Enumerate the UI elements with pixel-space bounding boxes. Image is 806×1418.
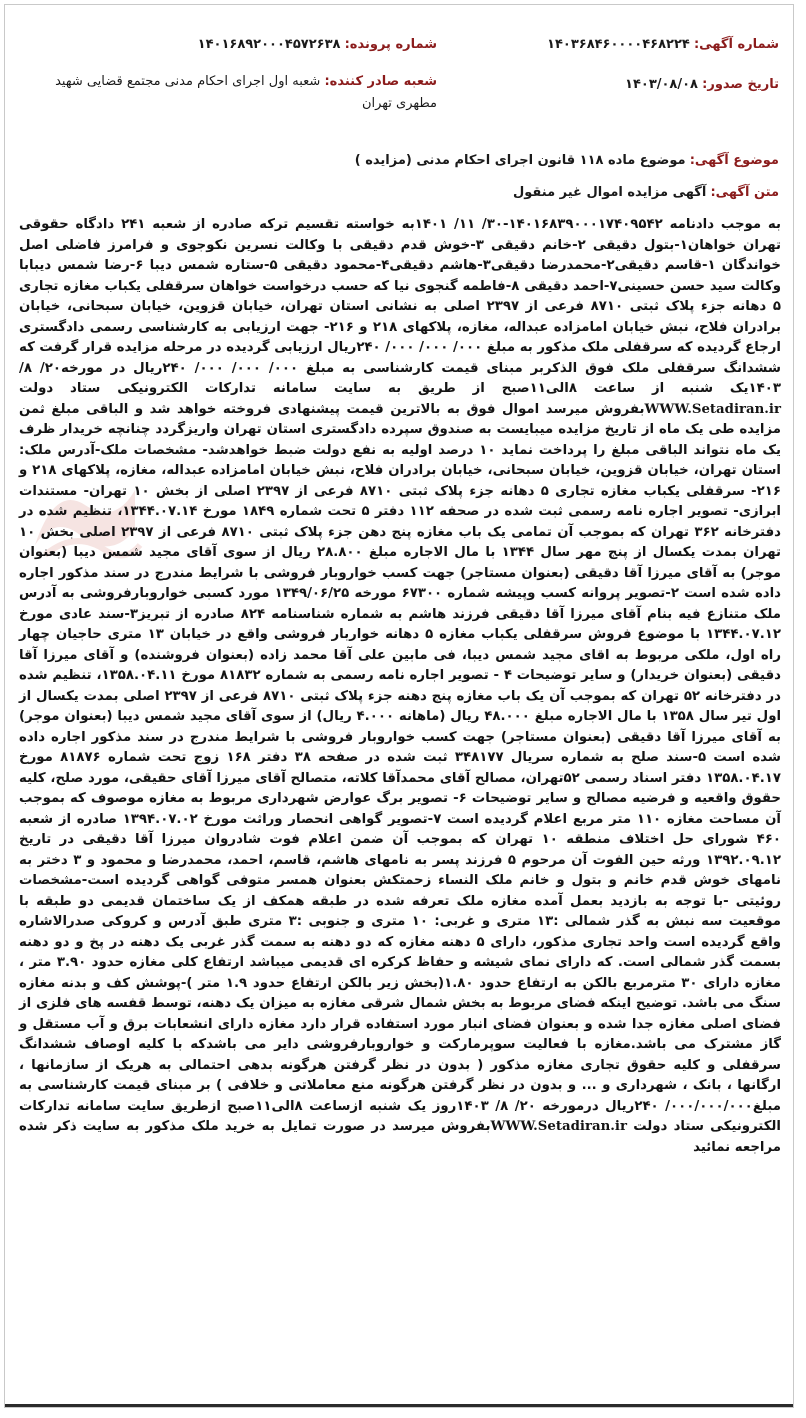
subject-value: موضوع ماده ۱۱۸ قانون اجرای احکام مدنی (مزایده ) — [354, 153, 686, 168]
notice-number-value: ۱۴۰۳۶۸۴۶۰۰۰۰۴۶۸۲۲۴ — [547, 37, 690, 52]
notice-title: آگهی مزایده اموال غیر منقول — [513, 185, 707, 200]
bottom-divider — [5, 1404, 793, 1407]
notice-text-heading — [513, 183, 779, 203]
notice-text-label: متن آگهی: — [710, 185, 779, 200]
setadiran-link-2[interactable]: WWW.Setadiran.ir — [490, 1119, 627, 1134]
issue-date-label: تاریخ صدور: — [702, 77, 779, 92]
issue-date-value: ۱۴۰۳/۰۸/۰۸ — [625, 77, 698, 92]
issuing-branch-value: شعبه اول اجرای احکام مدنی مجتمع قضایی شهید مطهری تهران — [55, 74, 437, 111]
notice-number-row — [547, 35, 779, 55]
subject-row — [355, 151, 779, 171]
issue-date-row — [625, 75, 779, 95]
notice-body-part2: بفروش میرسد اموال فوق به بالاترین قیمت پیشنهادی فروخته خواهد شد و الباقی مبلغ ثمن مزایده طی یک ماه از تاریخ مزایده میبایست به صندوق سپرده دادگستری استان تهران واریزگردد چنانچه خریدار ظرف یک ماه نتواند الباقی مبلغ را پرداخت نماید ۱۰ درصد اولیه به نفع دولت ضبط خواهدشد- مشخصات ملک-آدرس ملک: استان تهران، خیابان قزوین، خیابان سبحانی، خیابان برادران فلاح، نبش خیابان امامزاده عبداله، مغازه، پلاکهای ۲۱۸ و ۲۱۶- سرقفلی یکباب مغازه تجاری ۵ دهانه جزء پلاک ثبتی ۸۷۱۰ فرعی از ۲۳۹۷ اصلی از بخش ۱۰ تهران- مستندات ابرازی- تصویر اجاره نامه رسمی ثبت شده در صحفه ۱۱۲ دفتر ۵ تحت شماره ۱۸۴۹ مورخ ۱۳۴۴.۰۷.۱۴، تنظیم شده در دفترخانه ۳۶۲ تهران که بموجب آن تمامی یک باب مغازه پنج دهن جزء پلاک ثبتی ۸۷۱۰ فرعی از ۲۳۹۷ اصلی بخش ۱۰ تهران بمدت یکسال از پنج مهر سال ۱۳۴۴ با مال الاجاره مبلغ ۲۸.۸۰۰ ریال از سوی آقای مجید شمس دیبا (بعنوان موجر) به آقای میرزا آقا دقیقی (بعنوان مستاجر) جهت کسب خواروبار فروشی با شرایط مندرج در سند مذکور اجاره داده شده است ۲-تصویر پروانه کسب وپیشه شماره ۶۷۳۰۰ مورخه ۱۳۴۹/۰۶/۲۵ مورد کسبی خواروبارفروشی به آدرس ملک متنازع فیه بنام آقای میرزا آقا دقیقی فرزند هاشم به شماره شناسنامه ۸۲۴ صادره از تبریز۳-سند عادی مورخ ۱۳۴۴.۰۷.۱۲ با موضوع فروش سرقفلی یکباب مغازه ۵ دهانه خواربار فروشی واقع در خیابان ۱۳ متری حاجیان چهار راه اول، ملکی مربوط به اقای مجید شمس دیبا، فی مابین علی آقا محمد زاده (بعنوان فروشنده) و آقای میرزا آقا دقیقی (بعنوان خریدار) و سایر توضیحات ۴ - تصویر اجاره نامه رسمی به شماره ۸۱۸۳۲ مورخ ۱۳۵۸.۰۴.۱۱، تنظیم شده در دفترخانه ۵۲ تهران که بموجب آن یک باب مغازه پنج دهنه جزء پلاک ثبتی ۸۷۱۰ فرعی از ۲۳۹۷ اصلی بمدت یکسال از اول تیر سال ۱۳۵۸ با مال الاجاره مبلغ ۴۸.۰۰۰ ریال (ماهانه ۴.۰۰۰ ریال) از سوی آقای مجید شمس دیبا (بعنوان موجر) به آقای میرزا آقا دقیقی (بعنوان مستاجر) جهت کسب خواروبار فروشی با شرایط مندرج در سند مذکور اجاره داده شده است ۵-سند صلح به شماره سریال ۳۴۸۱۷۷ ثبت شده در صفحه ۳۸ دفتر ۱۶۸ زوج تحت شماره ۸۱۸۷۶ مورخ ۱۳۵۸.۰۴.۱۷ دفتر اسناد رسمی ۵۲تهران، مصالح آقای محمدآقا کلاته، متصالح آقای میرزا آقای حقیقی، مورد صلح، کلیه حقوق واقعیه و فرضیه مصالح و سایر توضیحات ۶- تصویر برگ عوارض شهرداری مربوط به مغازه موصوف که بموجب آن مساحت مغازه ۱۱۰ متر مربع اعلام گردیده است ۷-تصویر گواهی انحصار وراثت مورخ ۱۳۹۴.۰۷.۰۲ صادره از شعبه ۴۶۰ شورای حل اختلاف منطقه ۱۰ تهران که بموجب آن ضمن اعلام فوت شادروان میرزا آقا دقیقی در تاریخ ۱۳۹۲.۰۹.۱۲ ورثه حین الفوت آن مرحوم ۵ فرزند پسر به نامهای هاشم، قاسم، احمد، محمدرضا و محمود و ۳ دختر به نامهای خوش قدم خانم و بتول و خانم ملک النساء زحمتکش بعنوان همسر متوفی گواهی گردیده است-مشخصات روئیتی -با توجه به بازدید بعمل آمده مغازه ملک تعرفه شده در طبقه همکف از یک ساختمان قدیمی دو طبقه با موقعیت سه نبش به گذر شمالی :۱۳ متری و غربی: ۱۰ متری و جنوبی :۳ متری طبق آدرس و کروکی صدرالاشاره واقع گردیده است واحد تجاری مذکور، دارای ۵ دهنه مغازه که دو دهنه به سمت گذر غربی یک دهنه در پخ و دو دهنه بسمت گذر شمالی است. که دارای نمای شیشه و حفاظ کرکره ای قدیمی میباشد ارتفاع کلی مغازه حدود ۳.۹۰ متر ، مغازه دارای ۳۰ مترمربع بالکن به ارتفاع حدود ۱.۸۰(بخش زیر بالکن ارتفاع حدود ۱.۹ متر )-پوشش کف و بدنه مغازه سنگ می باشد. توضیح اینکه فضای مربوط به بخش شمال شرقی مغازه به میزان یک دهنه، توسط قفسه های فلزی از فضای اصلی مغازه جدا شده و بعنوان فضای انبار مورد استفاده قرار دارد مغازه دارای انشعابات برق و آب مستقل و گاز مشترک می باشد.مغازه با فعالیت سوپرمارکت و خواروبارفروشی دایر می باشدکه با کلیه اوصاف ششدانگ سرقفلی و کلیه حقوق تجاری مغازه مذکور ( بدون در نظر گرفتن هرگونه بدهی احتمالی به هریک از سازمانها ، ارگانها ، بانک ، شهرداری و ... و بدون در نظر گرفتن هرگونه منع معاملاتی و خلافی ) بر مبنای قیمت کارشناسی به مبلغ۰۰۰/۰۰۰/۰۰۰/ ۲۴۰ریال درمورخه ۲۰/ ۸/ ۱۴۰۳روز یک شنبه ازساعت ۸الی۱۱صبح ازطریق سایت سامانه تدارکات الکترونیکی ستاد دولت — [19, 401, 782, 1134]
notice-body-part3: بفروش میرسد در صورت تمایل به خرید ملک مذکور به سایت ذکر شده مراجعه نمائید — [19, 1119, 781, 1155]
file-number-label: شماره پرونده: — [344, 37, 437, 52]
file-number-row — [198, 35, 437, 55]
notice-body-paragraph — [19, 215, 781, 1158]
notice-body-part1: به موجب دادنامه ۱۴۰۱۶۸۳۹۰۰۰۱۷۴۰۹۵۴۲-۳۰/ ۱۱/ ۱۴۰۱به خواسته تقسیم ترکه صادره از شعبه ۲۴۱ دادگاه حقوقی تهران خواهان۱-بتول دقیقی ۲-خانم دقیقی ۳-خوش قدم دقیقی با وکالت نسرین نکوجوی و فرامرز فاضلی اصل خواندگان ۱-قاسم دقیقی۲-محمدرضا دقیقی۳-هاشم دقیقی۴-محمود دقیقی ۵-ستاره شمس دیبا ۶-رضا شمس دیبابا وکالت سید حسن حسینی۷-احمد دقیقی ۸-فاطمه گنجوی نیا که حسب درخواست خواهان سرقفلی یکباب مغازه تجاری ۵ دهانه جزء پلاک ثبتی ۸۷۱۰ فرعی از ۲۳۹۷ اصلی به نشانی استان تهران، خیابان قزوین، خیابان سبحانی، خیابان برادران فلاح، نبش خیابان امامزاده عبداله، مغازه، پلاکهای ۲۱۸ و ۲۱۶- جهت ارزیابی به کارشناسی رسمی دادگستری ارجاع گردیده که سرقفلی ملک مذکور به مبلغ ۰۰۰/ ۰۰۰/ ۰۰۰/ ۲۴۰ریال ارزیابی گردیده در مرحله مزایده قرار گرفت که ششدانگ سرقفلی ملک فوق الذکربر مبنای قیمت کارشناسی به مبلغ ۰۰۰/ ۰۰۰/ ۰۰۰/ ۲۴۰ریال در مورخه۲۰/ ۸/ ۱۴۰۳یک شنبه از ساعت ۸الی۱۱صبح از طریق به سایت سامانه تدارکات الکترونیکی ستاد دولت — [19, 217, 781, 396]
notice-number-label: شماره آگهی: — [693, 37, 779, 52]
issuing-branch-row — [37, 71, 437, 115]
notice-page — [4, 4, 794, 1408]
notice-body — [19, 215, 781, 1158]
subject-label: موضوع آگهی: — [689, 153, 779, 168]
issuing-branch-label: شعبه صادر کننده: — [324, 74, 437, 89]
setadiran-link[interactable]: WWW.Setadiran.ir — [644, 401, 781, 417]
file-number-value: ۱۴۰۱۶۸۹۲۰۰۰۴۵۷۲۶۳۸ — [197, 37, 341, 52]
